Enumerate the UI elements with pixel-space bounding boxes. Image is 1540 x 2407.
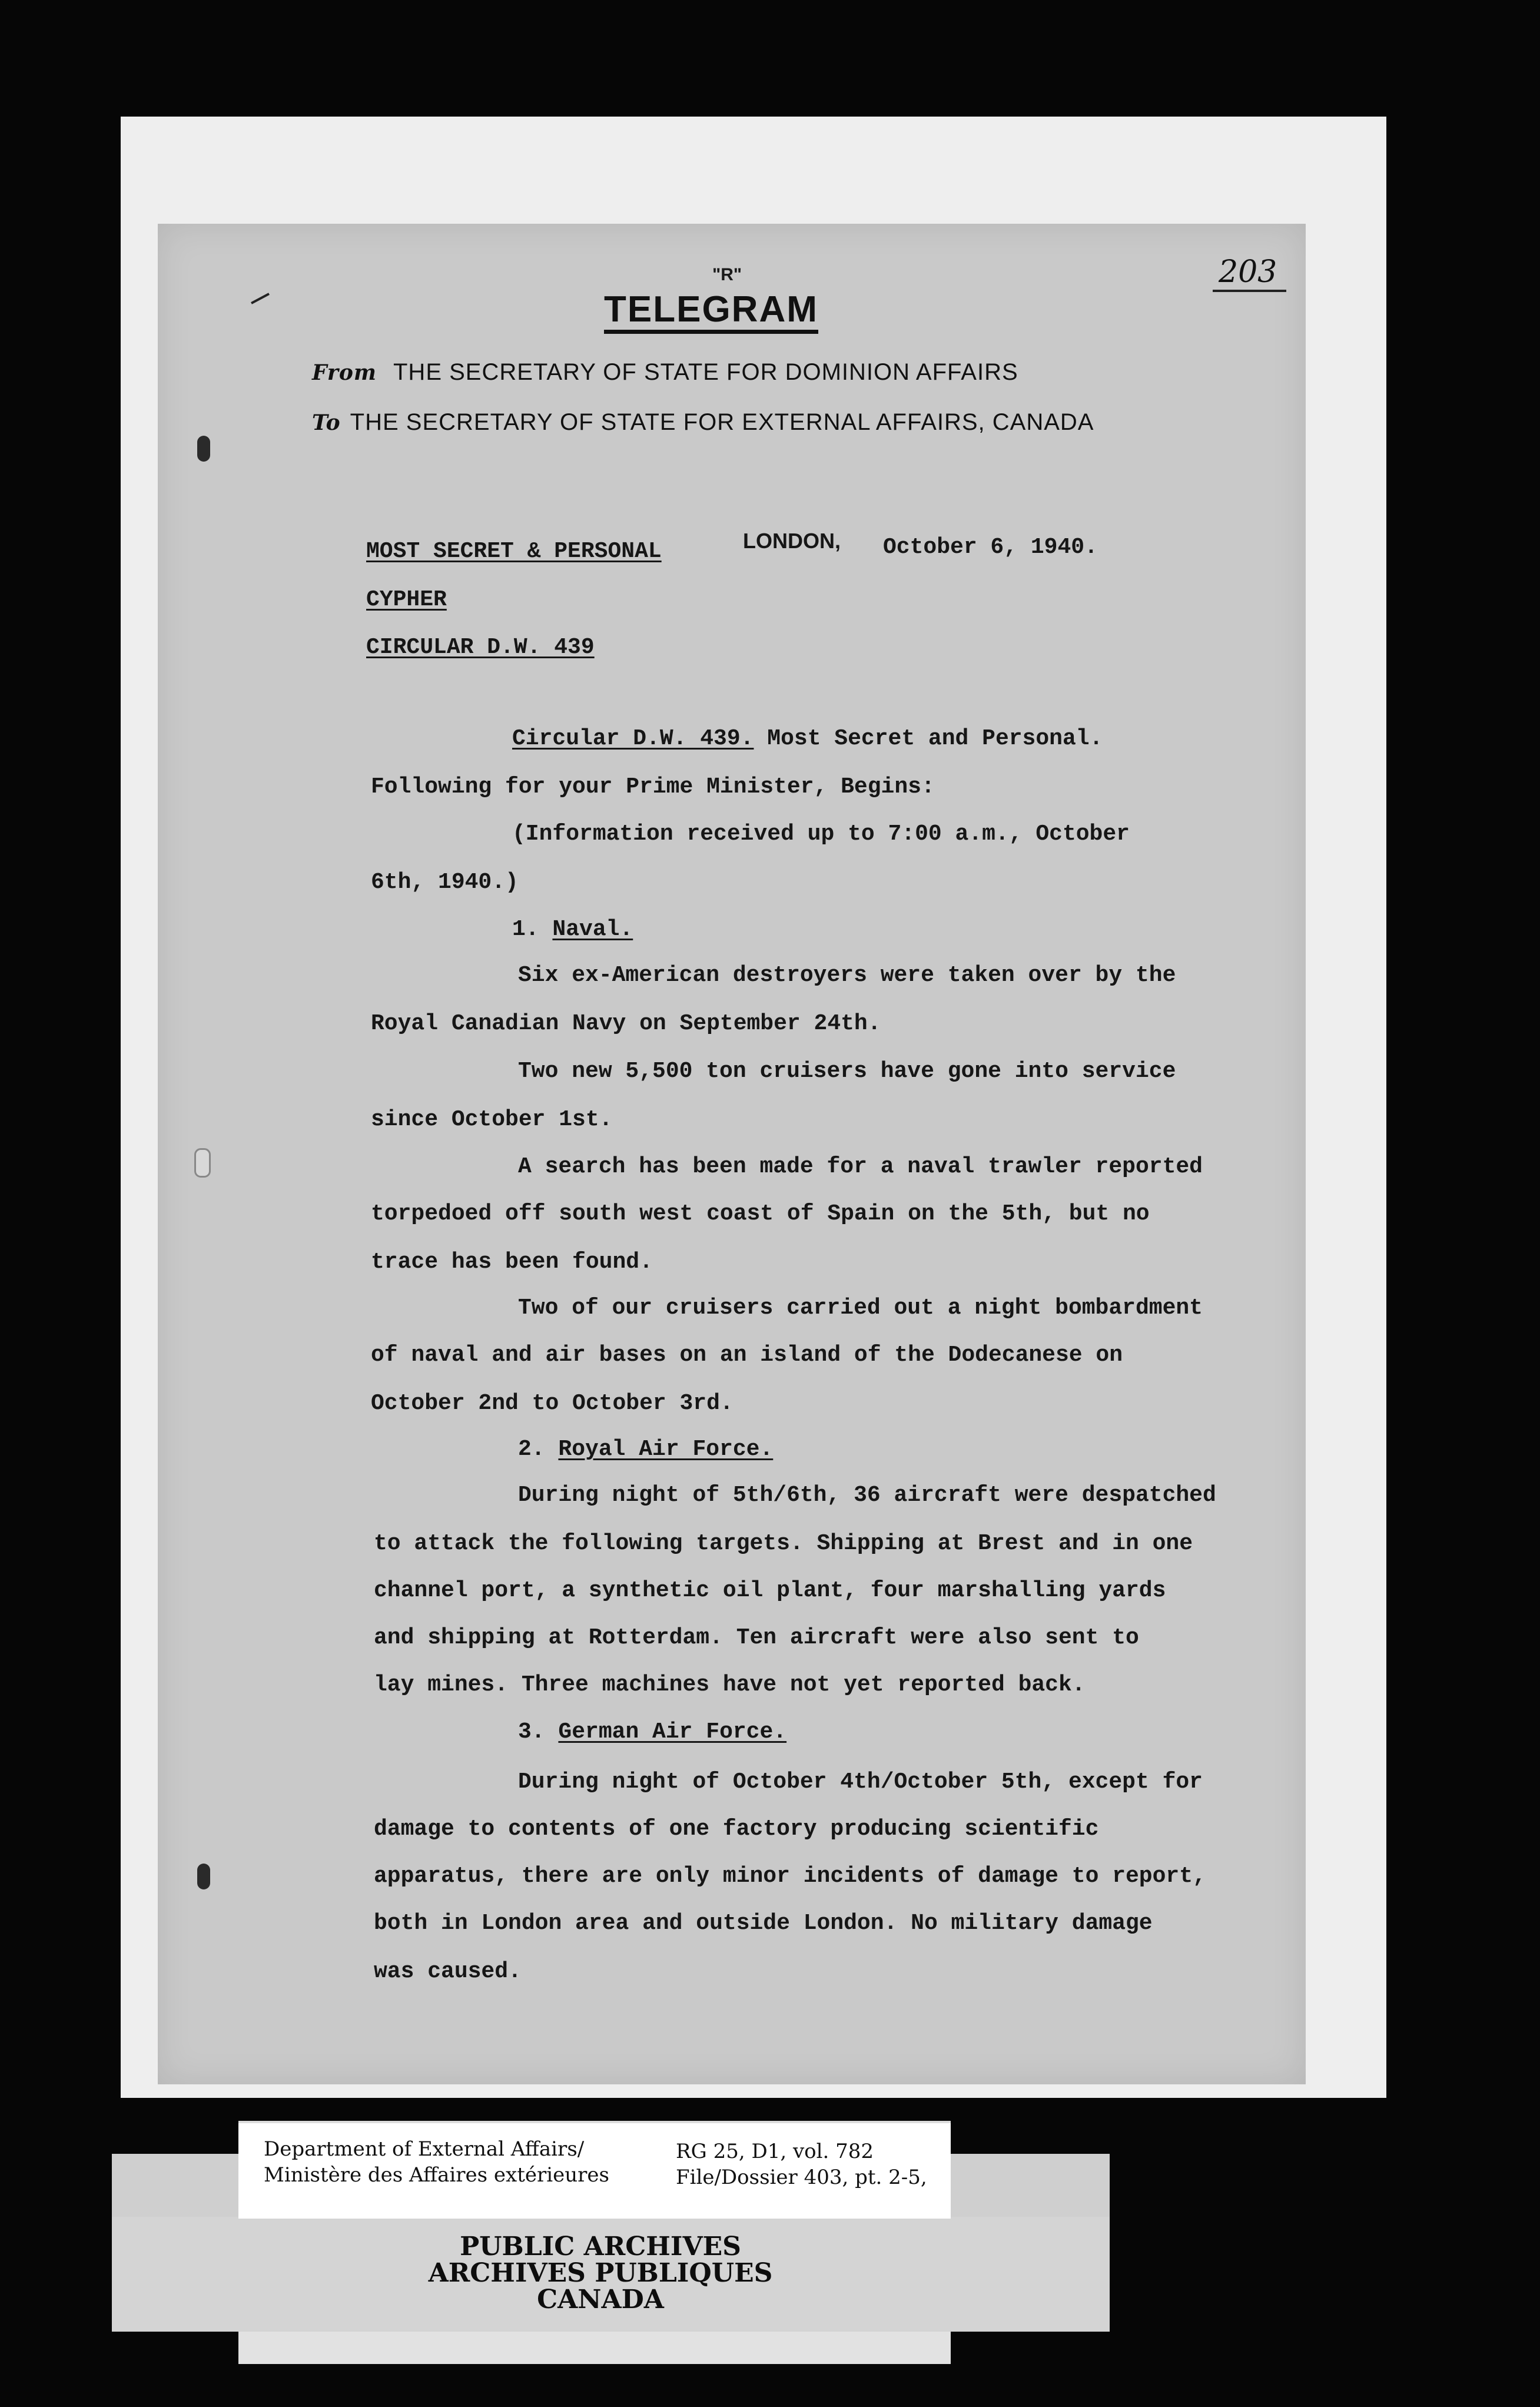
body-line: torpedoed off south west coast of Spain on the 5th, but no (371, 1201, 1150, 1226)
body-line: lay mines. Three machines have not yet reported back. (374, 1672, 1086, 1698)
from-label: From (312, 360, 377, 385)
section-title: German Air Force. (558, 1719, 787, 1745)
archive-card-foot (238, 2332, 951, 2364)
body-line: damage to contents of one factory producing scientific (374, 1816, 1099, 1842)
dept-fr: Ministère des Affaires extérieures (264, 2163, 609, 2187)
place: LONDON, (743, 529, 841, 553)
to-label: To (312, 410, 341, 435)
section-heading-naval (512, 917, 633, 942)
punch-hole-top (197, 436, 210, 462)
page-number: 203 (1219, 254, 1277, 290)
body-line: Six ex-American destroyers were taken over by the (518, 963, 1176, 988)
body-line: (Information received up to 7:00 a.m., October (512, 821, 1130, 847)
section-heading-gaf (518, 1719, 786, 1745)
to-text: THE SECRETARY OF STATE FOR EXTERNAL AFFAIRS, CANADA (350, 409, 1094, 435)
body-line: channel port, a synthetic oil plant, four marshalling yards (374, 1578, 1166, 1603)
body-line: October 2nd to October 3rd. (371, 1391, 734, 1416)
circular-reference: CIRCULAR D.W. 439 (366, 635, 595, 660)
to-line (312, 409, 1094, 436)
body-line: Two of our cruisers carried out a night bombardment (518, 1295, 1203, 1321)
transmission-mode: CYPHER (366, 587, 447, 612)
intro-rest: Most Secret and Personal. (767, 726, 1103, 751)
section-number: 2. (518, 1437, 545, 1462)
body-line: both in London area and outside London. No military damage (374, 1911, 1153, 1936)
body-line: Two new 5,500 ton cruisers have gone into service (518, 1059, 1176, 1084)
body-line: Following for your Prime Minister, Begins: (371, 774, 935, 800)
body-line: During night of October 4th/October 5th, except for (518, 1769, 1203, 1795)
body-line: of naval and air bases on an island of the Dodecanese on (371, 1342, 1123, 1368)
intro-ref: Circular D.W. 439. (512, 726, 754, 751)
body-line: Royal Canadian Navy on September 24th. (371, 1011, 881, 1036)
punch-hole-middle (194, 1148, 211, 1178)
section-number: 1. (512, 917, 539, 942)
from-text: THE SECRETARY OF STATE FOR DOMINION AFFAIRS (393, 359, 1018, 385)
section-title: Royal Air Force. (558, 1437, 774, 1462)
archive-ref-rg: RG 25, D1, vol. 782 (676, 2140, 874, 2163)
public-archives-fr: ARCHIVES PUBLIQUES (428, 2258, 773, 2288)
section-title: Naval. (552, 917, 633, 942)
archive-tab-right (951, 2154, 1110, 2224)
page-number-underline (1213, 290, 1286, 292)
body-line: was caused. (374, 1959, 522, 1984)
punch-hole-bottom (197, 1864, 210, 1889)
dept-en: Department of External Affairs/ (264, 2137, 585, 2161)
body-line: since October 1st. (371, 1107, 613, 1132)
from-line (312, 359, 1018, 386)
section-heading-raf (518, 1437, 773, 1462)
date: October 6, 1940. (883, 535, 1098, 560)
body-line: and shipping at Rotterdam. Ten aircraft were also sent to (374, 1625, 1139, 1650)
body-line: apparatus, there are only minor incidents of damage to report, (374, 1864, 1206, 1889)
classification: MOST SECRET & PERSONAL (366, 539, 662, 564)
body-line: 6th, 1940.) (371, 870, 519, 895)
section-number: 3. (518, 1719, 545, 1745)
archive-ref-file: File/Dossier 403, pt. 2-5, (676, 2166, 927, 2189)
telegram-code: "R" (712, 265, 742, 284)
public-archives-en: PUBLIC ARCHIVES (460, 2232, 741, 2262)
intro-line (512, 726, 1103, 751)
body-line: to attack the following targets. Shipping at Brest and in one (374, 1531, 1193, 1556)
telegram-title: TELEGRAM (604, 290, 818, 334)
body-line: trace has been found. (371, 1249, 653, 1275)
body-line: During night of 5th/6th, 36 aircraft were despatched (518, 1483, 1216, 1508)
body-line: A search has been made for a naval trawler reported (518, 1154, 1203, 1179)
public-archives-country: CANADA (537, 2285, 664, 2315)
